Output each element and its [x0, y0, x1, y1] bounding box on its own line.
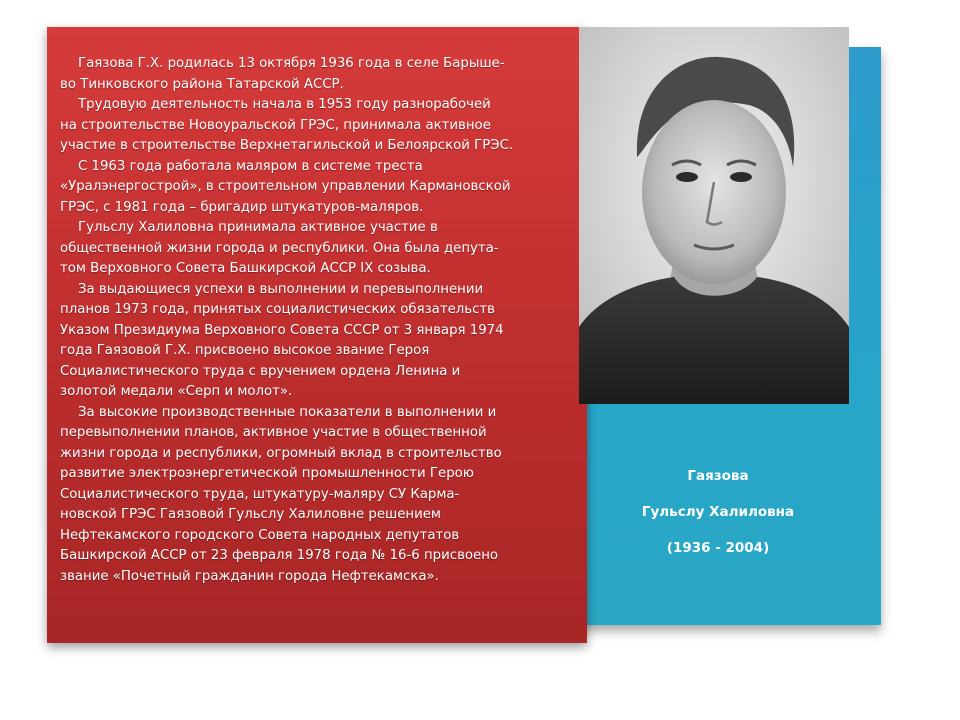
biography-line: жизни города и республики, огромный вклад в строительство: [60, 445, 502, 461]
biography-line: Башкирской АССР от 23 февраля 1978 года № 16-6 присвоено: [60, 548, 499, 563]
biography-line: Указом Президиума Верховного Совета СССР от 3 января 1974: [60, 322, 504, 338]
biography-text: [60, 54, 560, 587]
biography-line: Социалистического труда с вручением ордена Ленина и: [60, 363, 461, 379]
biography-line: С 1963 года работала маляром в системе треста: [78, 158, 423, 174]
biography-line: перевыполнении планов, активное участие в общественной: [60, 425, 487, 440]
biography-line: золотой медали «Серп и молот».: [60, 384, 293, 399]
biography-line: том Верховного Совета Башкирской АССР IX созыва.: [60, 261, 431, 276]
portrait-photo: [579, 27, 849, 404]
biography-line: ГРЭС, с 1981 года – бригадир штукатуров-маляров.: [60, 199, 424, 215]
portrait-image: [579, 27, 849, 404]
biography-line: Гульслу Халиловна принимала активное участие в: [78, 220, 438, 235]
biography-line: развитие электроэнергетической промышленности Герою: [60, 466, 474, 481]
biography-line: планов 1973 года, принятых социалистических обязательств: [60, 302, 495, 317]
biography-line: общественной жизни города и республики. Она была депута-: [60, 240, 499, 256]
biography-line: звание «Почетный гражданин города Нефтекамска».: [60, 568, 439, 584]
biography-line: Нефтекамского городского Совета народных депутатов: [60, 527, 460, 543]
caption-years: (1936 - 2004): [666, 540, 770, 556]
caption-name: Гульслу Халиловна: [641, 504, 795, 520]
biography-line: новской ГРЭС Гаязовой Гульслу Халиловне решением: [60, 507, 441, 522]
biography-line: на строительстве Новоуральской ГРЭС, принимала активное: [60, 117, 491, 133]
portrait-caption: [555, 458, 881, 566]
biography-line: Трудовую деятельность начала в 1953 году разнорабочей: [78, 97, 491, 112]
biography-line: во Тинковского района Татарской АССР.: [60, 76, 344, 92]
biography-line: «Уралэнергострой», в строительном управлении Кармановской: [60, 179, 511, 194]
biography-line: За выдающиеся успехи в выполнении и перевыполнении: [78, 281, 484, 297]
biography-line: участие в строительстве Верхнетагильской и Белоярской ГРЭС.: [60, 138, 514, 153]
caption-surname: Гаязова: [687, 468, 749, 484]
biography-line: Гаязова Г.Х. родилась 13 октября 1936 года в селе Барыше-: [78, 56, 505, 71]
biography-line: года Гаязовой Г.Х. присвоено высокое звание Героя: [60, 343, 430, 358]
biography-line: За высокие производственные показатели в выполнении и: [78, 404, 497, 420]
biography-line: Социалистического труда, штукатуру-маляру СУ Карма-: [60, 486, 460, 502]
